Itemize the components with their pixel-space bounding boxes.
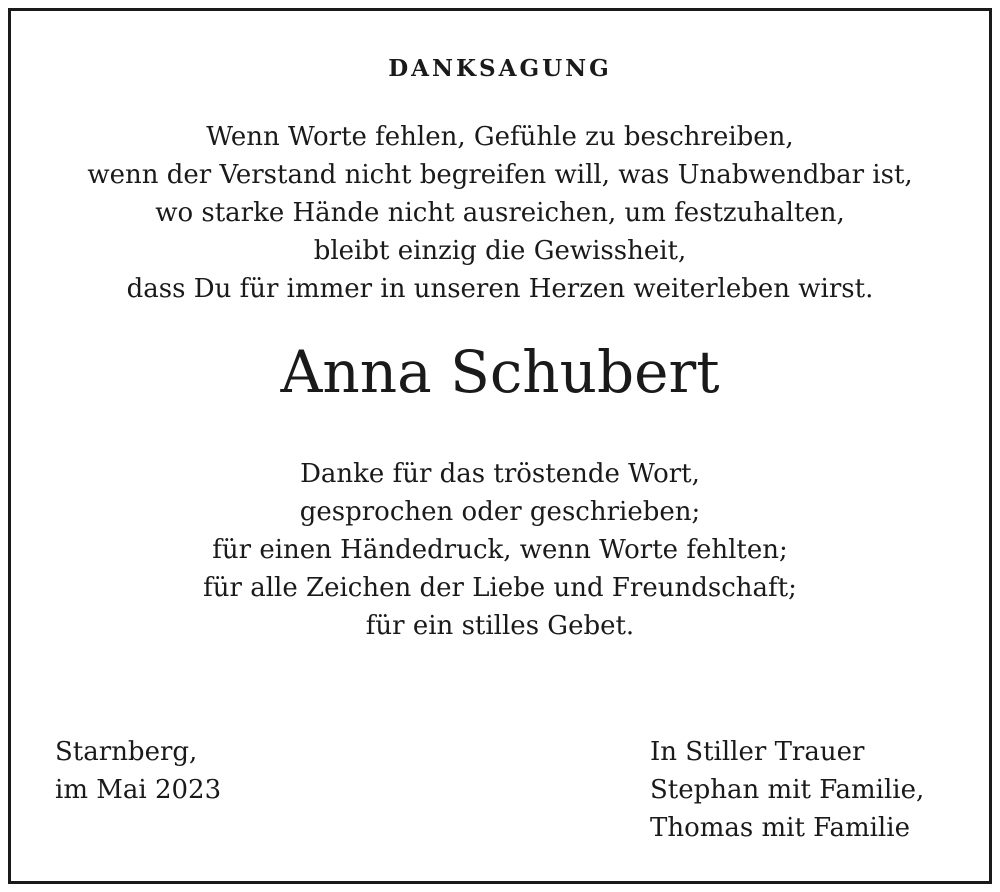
- signature-line: Stephan mit Familie,: [650, 775, 925, 805]
- verse-line: bleibt einzig die Gewissheit,: [313, 236, 687, 266]
- deceased-name: Anna Schubert: [280, 338, 720, 406]
- verse-line: wo starke Hände nicht ausreichen, um festzuhalten,: [155, 198, 845, 228]
- signature-line: In Stiller Trauer: [650, 737, 865, 767]
- verse-line: Wenn Worte fehlen, Gefühle zu beschreiben,: [206, 122, 794, 152]
- signature-line: Thomas mit Familie: [650, 813, 910, 843]
- thanks-line: für alle Zeichen der Liebe und Freundschaft;: [203, 573, 797, 603]
- memorial-verse: [0, 118, 1000, 308]
- verse-line: dass Du für immer in unseren Herzen weiterleben wirst.: [126, 274, 874, 304]
- date-line: im Mai 2023: [55, 775, 222, 805]
- thanks-text: [0, 455, 1000, 645]
- thanks-line: Danke für das tröstende Wort,: [300, 459, 700, 489]
- place-line: Starnberg,: [55, 737, 198, 767]
- verse-line: wenn der Verstand nicht begreifen will, was Unabwendbar ist,: [87, 160, 913, 190]
- mourners-signature: [650, 733, 924, 847]
- notice-heading: DANKSAGUNG: [388, 55, 612, 82]
- place-and-date: [55, 733, 221, 809]
- thanks-line: für einen Händedruck, wenn Worte fehlten;: [212, 535, 788, 565]
- thanks-line: gesprochen oder geschrieben;: [299, 497, 701, 527]
- thanks-line: für ein stilles Gebet.: [365, 611, 635, 641]
